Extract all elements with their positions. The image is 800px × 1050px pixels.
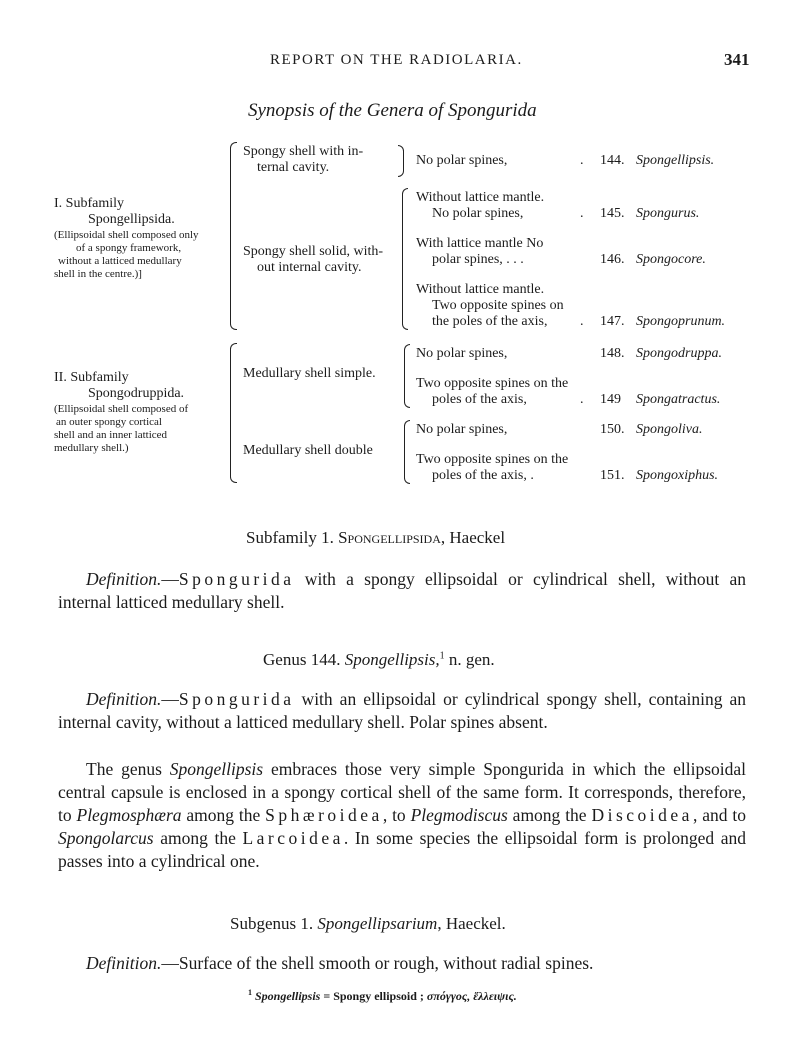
row-149-number: 149: [600, 392, 621, 407]
row-147-text: Without lattice mantle. Two opposite spines on the poles of the axis,: [416, 282, 564, 329]
running-header-title: REPORT ON THE RADIOLARIA.: [270, 52, 523, 68]
genus-heading: Genus 144. Spongellipsis,$^1$ n. gen.: [263, 650, 495, 669]
row-150-text: No polar spines,: [416, 422, 508, 437]
genus-description: The genus Spongellipsis embraces those very simple Spongurida in which the ellipsoidal central capsule is enclosed in a spongy cortical shell of the same form. It corresponds, therefore, to Plegmosphæra among the Sphæroidea, to Plegmodiscus among the Discoidea, and to Spongolarcus among the Larcoidea. In some species the ellipsoidal form is prolonged and passes into a cylindrical one.: [58, 759, 746, 871]
row-144-text: No polar spines,: [416, 153, 508, 168]
subfamily2-name2: Spongodruppida.: [88, 386, 185, 401]
row-149-text: Two opposite spines on the poles of the axis,: [416, 376, 569, 407]
row-144-dot: .: [580, 153, 584, 168]
row-148-text: No polar spines,: [416, 346, 508, 361]
row-145-genus: Spongurus.: [636, 206, 700, 221]
subfamily2-note: (Ellipsoidal shell composed of an outer spongy cortical shell and an inner latticed medullary shell.): [54, 403, 189, 454]
synopsis-title: Synopsis of the Genera of Spongurida: [248, 100, 537, 121]
group1-label: Spongy shell with in- ternal cavity.: [243, 144, 364, 175]
row-151-genus: Spongoxiphus.: [636, 468, 719, 483]
subfamily2-brace: [230, 343, 237, 483]
row-151-number: 151.: [600, 468, 625, 483]
group3-label: Medullary shell simple.: [243, 366, 376, 381]
definition-subfamily: Definition.—Spongurida with a spongy ellipsoidal or cylindrical shell, without an internal latticed medullary shell.: [58, 569, 746, 612]
row-146-number: 146.: [600, 252, 625, 267]
subfamily1-name2: Spongellipsida.: [88, 212, 175, 227]
row-148-genus: Spongodruppa.: [636, 346, 722, 361]
subfamily1-brace: [230, 142, 237, 330]
row-148-number: 148.: [600, 346, 625, 361]
footnote: $^1$ Spongellipsis = Spongy ellipsoid ; σπόγγος, ἔλλειψις.: [248, 988, 517, 1003]
row-149-dot: .: [580, 392, 584, 407]
row-150-number: 150.: [600, 422, 625, 437]
definition-subgenus: Definition.—Surface of the shell smooth or rough, without radial spines.: [86, 953, 594, 973]
subfamily-heading: Subfamily 1. Spongellipsida, Haeckel: [246, 528, 506, 547]
row-144-number: 144.: [600, 153, 625, 168]
group3-brace: [404, 344, 410, 408]
row-146-genus: Spongocore.: [636, 252, 706, 267]
row-145-number: 145.: [600, 206, 625, 221]
row-149-genus: Spongatractus.: [636, 392, 721, 407]
row-145-dot: .: [580, 206, 584, 221]
subgenus-heading: Subgenus 1. Spongellipsarium, Haeckel.: [230, 914, 506, 933]
subfamily1-name: I. Subfamily: [54, 196, 124, 211]
group2-label: Spongy shell solid, with- out internal cavity.: [243, 244, 384, 275]
row-146-text: With lattice mantle No polar spines, . . .: [416, 236, 544, 267]
row-144-genus: Spongellipsis.: [636, 153, 715, 168]
row-151-text: Two opposite spines on the poles of the axis, .: [416, 452, 569, 483]
row-147-dot: .: [580, 314, 584, 329]
group4-brace: [404, 420, 410, 484]
subfamily1-note: (Ellipsoidal shell composed only of a spongy framework, without a latticed medullary shell in the centre.)]: [54, 229, 199, 280]
row-147-genus: Spongoprunum.: [636, 314, 726, 329]
definition-genus: Definition.—Spongurida with an ellipsoidal or cylindrical spongy shell, containing an internal cavity, without a latticed medullary shell. Polar spines absent.: [58, 689, 746, 732]
row-150-genus: Spongoliva.: [636, 422, 703, 437]
row-147-number: 147.: [600, 314, 625, 329]
page-number: 341: [724, 50, 750, 69]
group2-brace: [402, 188, 408, 330]
group1-brace: [398, 145, 404, 177]
row-145-text: Without lattice mantle. No polar spines,: [416, 190, 545, 221]
group4-label: Medullary shell double: [243, 443, 373, 458]
subfamily2-name: II. Subfamily: [54, 370, 129, 385]
